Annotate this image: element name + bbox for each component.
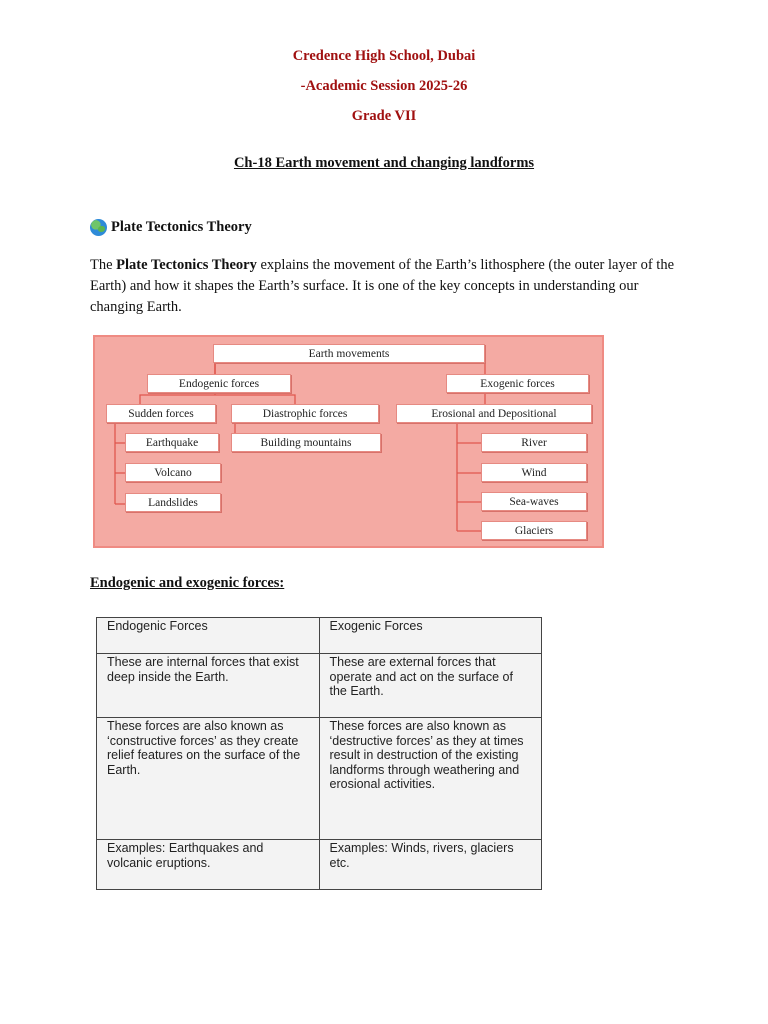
node-earth-movements: Earth movements (213, 344, 485, 363)
para-rest: explains the movement of the Earth’s lithosphere (the outer layer of the Earth) and how it shapes the Earth’s surface. It is one of the key concepts in understanding our changing Earth. (90, 257, 675, 315)
node-exogenic-forces: Exogenic forces (446, 374, 589, 393)
table-cell: These forces are also known as ‘destructive forces’ as they at times result in destruction of the existing landforms through weathering and erosional activities. (319, 718, 542, 840)
table-row (97, 840, 542, 890)
para-bold-term: Plate Tectonics Theory (116, 257, 257, 273)
header-endogenic: Endogenic Forces (97, 618, 320, 654)
node-sea-waves: Sea-waves (481, 492, 587, 511)
node-sudden-forces: Sudden forces (106, 404, 216, 423)
node-building-mountains: Building mountains (231, 433, 381, 452)
node-erosional-depositional: Erosional and Depositional (396, 404, 592, 423)
node-river: River (481, 433, 587, 452)
node-earthquake: Earthquake (125, 433, 219, 452)
para-lead: The (90, 257, 117, 273)
table-cell: These are internal forces that exist deep inside the Earth. (97, 654, 320, 718)
node-endogenic-forces: Endogenic forces (147, 374, 291, 393)
table-row (97, 654, 542, 718)
node-wind: Wind (481, 463, 587, 482)
section-title: Plate Tectonics Theory (111, 219, 252, 235)
table-cell: Examples: Earthquakes and volcanic eruptions. (97, 840, 320, 890)
table-cell: Examples: Winds, rivers, glaciers etc. (319, 840, 542, 890)
node-diastrophic-forces: Diastrophic forces (231, 404, 379, 423)
section-heading (90, 219, 252, 236)
globe-icon (90, 219, 107, 236)
table-row (97, 718, 542, 840)
table-cell: These forces are also known as ‘constructive forces’ as they create relief features on the surface of the Earth. (97, 718, 320, 840)
table-header-row (97, 618, 542, 654)
school-name: Credence High School, Dubai (292, 48, 476, 64)
node-landslides: Landslides (125, 493, 221, 512)
forces-table (96, 617, 542, 890)
chapter-title: Ch-18 Earth movement and changing landforms (233, 155, 535, 171)
earth-movements-diagram (93, 335, 604, 548)
node-glaciers: Glaciers (481, 521, 587, 540)
node-volcano: Volcano (125, 463, 221, 482)
header-exogenic: Exogenic Forces (319, 618, 542, 654)
table-heading: Endogenic and exogenic forces: (90, 575, 285, 591)
academic-session: -Academic Session 2025-26 (300, 78, 468, 94)
grade-label: Grade VII (351, 108, 417, 124)
table-cell: These are external forces that operate and act on the surface of the Earth. (319, 654, 542, 718)
intro-paragraph (90, 255, 690, 318)
